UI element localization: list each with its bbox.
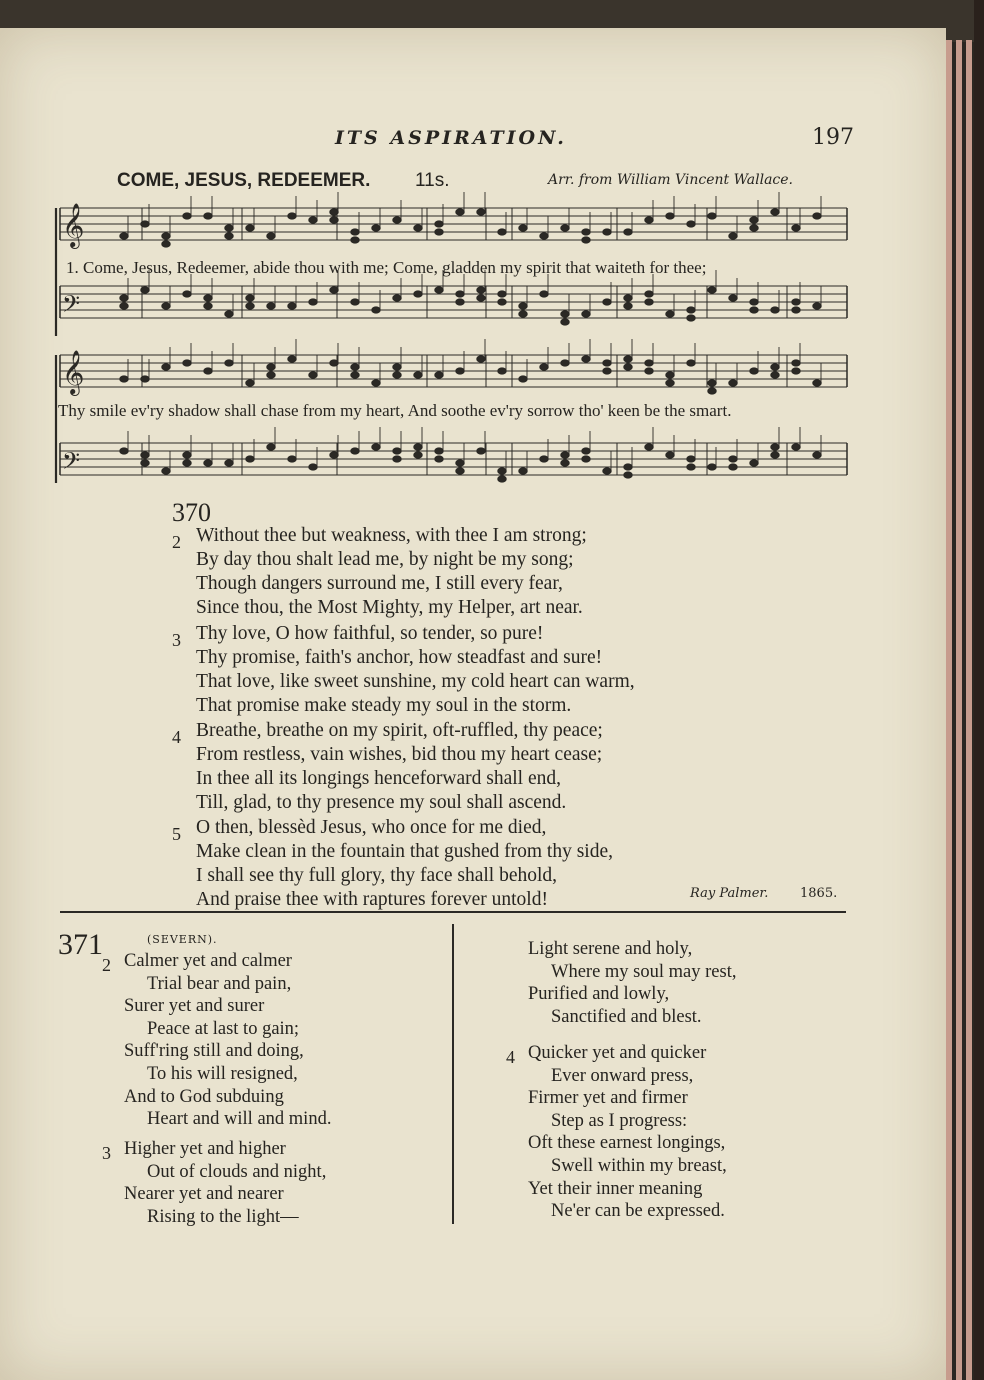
note-head xyxy=(372,380,380,386)
note-head xyxy=(246,456,254,462)
note-head xyxy=(435,229,443,235)
note-head xyxy=(708,388,716,394)
verse-line: Since thou, the Most Mighty, my Helper, art near. xyxy=(196,597,583,618)
note-head xyxy=(330,452,338,458)
verse-line: Till, glad, to thy presence my soul shall ascend. xyxy=(196,792,567,813)
note-head xyxy=(288,356,296,362)
note-head xyxy=(204,368,212,374)
verse-line: Swell within my breast, xyxy=(551,1156,727,1176)
verse-line: That love, like sweet sunshine, my cold heart can warm, xyxy=(196,671,635,692)
note-head xyxy=(141,460,149,466)
note-head xyxy=(561,452,569,458)
note-head xyxy=(792,299,800,305)
note-head xyxy=(162,241,170,247)
note-head xyxy=(393,295,401,301)
note-head xyxy=(267,444,275,450)
note-head xyxy=(750,225,758,231)
note-head xyxy=(561,225,569,231)
note-head xyxy=(687,360,695,366)
page-edge-2 xyxy=(956,40,962,1380)
hymn-number-371: 371 xyxy=(58,928,103,961)
note-head xyxy=(162,303,170,309)
note-head xyxy=(813,213,821,219)
note-head xyxy=(666,380,674,386)
note-head xyxy=(792,444,800,450)
note-head xyxy=(456,209,464,215)
note-head xyxy=(498,476,506,482)
note-head xyxy=(330,287,338,293)
lyric-line-2: Thy smile ev'ry shadow shall chase from my heart, And soothe ev'ry sorrow tho' keen be the smart. xyxy=(58,401,732,420)
note-head xyxy=(183,213,191,219)
note-head xyxy=(267,372,275,378)
note-head xyxy=(771,364,779,370)
note-head xyxy=(435,456,443,462)
note-head xyxy=(372,307,380,313)
verse-number: 5 xyxy=(172,824,181,844)
note-head xyxy=(414,452,422,458)
note-head xyxy=(603,229,611,235)
section-divider xyxy=(60,911,846,913)
note-head xyxy=(141,452,149,458)
note-head xyxy=(351,448,359,454)
note-head xyxy=(288,213,296,219)
note-head xyxy=(792,360,800,366)
note-head xyxy=(729,456,737,462)
verse-line: Calmer yet and calmer xyxy=(124,951,292,971)
note-head xyxy=(645,299,653,305)
verse-line: By day thou shalt lead me, by night be my song; xyxy=(196,549,574,570)
verse-line: Heart and will and mind. xyxy=(147,1109,332,1130)
note-head xyxy=(162,364,170,370)
verse-line: Sanctified and blest. xyxy=(551,1006,702,1027)
note-head xyxy=(225,360,233,366)
note-head xyxy=(708,380,716,386)
note-head xyxy=(540,291,548,297)
verse-line: Make clean in the fountain that gushed from thy side, xyxy=(196,841,613,862)
verse-line: Without thee but weakness, with thee I am strong; xyxy=(196,525,587,546)
verse-number: 2 xyxy=(172,532,181,552)
note-head xyxy=(393,372,401,378)
note-head xyxy=(708,213,716,219)
note-head xyxy=(330,217,338,223)
note-head xyxy=(204,460,212,466)
note-head xyxy=(120,233,128,239)
note-head xyxy=(561,460,569,466)
note-head xyxy=(120,303,128,309)
note-head xyxy=(624,295,632,301)
verse-line: Ever onward press, xyxy=(551,1065,694,1086)
note-head xyxy=(162,468,170,474)
note-head xyxy=(414,444,422,450)
note-head xyxy=(498,291,506,297)
note-head xyxy=(561,311,569,317)
note-head xyxy=(687,307,695,313)
note-head xyxy=(477,448,485,454)
note-head xyxy=(141,376,149,382)
verse-number: 4 xyxy=(506,1047,515,1067)
note-head xyxy=(183,452,191,458)
note-head xyxy=(204,295,212,301)
note-head xyxy=(183,291,191,297)
note-head xyxy=(246,225,254,231)
note-head xyxy=(519,225,527,231)
verse-line: Oft these earnest longings, xyxy=(528,1133,726,1154)
note-head xyxy=(351,299,359,305)
note-head xyxy=(750,307,758,313)
page-edge-1 xyxy=(946,40,952,1380)
note-head xyxy=(750,460,758,466)
note-head xyxy=(288,303,296,309)
music-score xyxy=(52,190,852,490)
tune-meter: 11s. xyxy=(415,170,450,191)
hymn-tune-reference: (SEVERN). xyxy=(147,933,218,946)
note-head xyxy=(813,380,821,386)
verse-line: Breathe, breathe on my spirit, oft-ruffled, thy peace; xyxy=(196,720,603,741)
note-head xyxy=(519,311,527,317)
note-head xyxy=(498,368,506,374)
verse-number: 2 xyxy=(102,955,111,975)
note-head xyxy=(771,444,779,450)
note-head xyxy=(624,464,632,470)
note-head xyxy=(582,448,590,454)
verse-line: I shall see thy full glory, thy face shall behold, xyxy=(196,865,558,886)
verse-line: Though dangers surround me, I still every fear, xyxy=(196,573,563,594)
note-head xyxy=(162,233,170,239)
verse-line: Ne'er can be expressed. xyxy=(551,1201,725,1222)
note-head xyxy=(750,217,758,223)
verse-line: Step as I progress: xyxy=(551,1110,688,1131)
note-head xyxy=(624,356,632,362)
note-head xyxy=(267,233,275,239)
note-head xyxy=(729,380,737,386)
note-head xyxy=(351,364,359,370)
hymn-year: 1865. xyxy=(800,886,838,901)
note-head xyxy=(624,364,632,370)
note-head xyxy=(561,319,569,325)
verse-number: 3 xyxy=(172,630,181,650)
treble-clef-icon: 𝄞 xyxy=(62,350,85,394)
note-head xyxy=(288,456,296,462)
hymn-author: Ray Palmer. xyxy=(690,886,769,901)
tune-name: COME, JESUS, REDEEMER. xyxy=(117,170,371,191)
note-head xyxy=(225,225,233,231)
note-head xyxy=(309,372,317,378)
note-head xyxy=(246,303,254,309)
running-title: ITS ASPIRATION. xyxy=(335,127,567,149)
book-spine-edge xyxy=(974,0,984,1380)
verse-line: Where my soul may rest, xyxy=(551,961,737,982)
note-head xyxy=(540,233,548,239)
note-head xyxy=(414,225,422,231)
verse-line: Trial bear and pain, xyxy=(147,973,292,994)
verse-line: Surer yet and surer xyxy=(124,996,265,1017)
note-head xyxy=(582,356,590,362)
note-head xyxy=(708,464,716,470)
note-head xyxy=(456,460,464,466)
note-head xyxy=(330,209,338,215)
note-head xyxy=(687,464,695,470)
note-head xyxy=(204,303,212,309)
note-head xyxy=(372,225,380,231)
note-head xyxy=(561,360,569,366)
verse-line: Yet their inner meaning xyxy=(528,1178,703,1199)
note-head xyxy=(456,468,464,474)
note-head xyxy=(813,303,821,309)
verse-line: Firmer yet and firmer xyxy=(528,1088,688,1109)
note-head xyxy=(393,456,401,462)
note-head xyxy=(687,221,695,227)
verse-line: In thee all its longings henceforward shall end, xyxy=(196,768,561,789)
note-head xyxy=(183,360,191,366)
note-head xyxy=(666,372,674,378)
note-head xyxy=(645,360,653,366)
note-head xyxy=(456,368,464,374)
note-head xyxy=(225,311,233,317)
note-head xyxy=(813,452,821,458)
note-head xyxy=(435,448,443,454)
note-head xyxy=(309,464,317,470)
note-head xyxy=(645,444,653,450)
note-head xyxy=(624,229,632,235)
verse-line: From restless, vain wishes, bid thou my heart cease; xyxy=(196,744,603,765)
lyric-line-1: 1. Come, Jesus, Redeemer, abide thou with me; Come, gladden my spirit that waiteth for thee; xyxy=(66,258,707,277)
note-head xyxy=(603,368,611,374)
note-head xyxy=(729,295,737,301)
note-head xyxy=(498,299,506,305)
note-head xyxy=(666,213,674,219)
note-head xyxy=(687,456,695,462)
note-head xyxy=(120,448,128,454)
verse-line: Out of clouds and night, xyxy=(147,1161,327,1182)
note-head xyxy=(687,315,695,321)
note-head xyxy=(645,291,653,297)
page-number: 197 xyxy=(812,125,854,150)
note-head xyxy=(477,295,485,301)
note-head xyxy=(120,295,128,301)
note-head xyxy=(330,360,338,366)
note-head xyxy=(414,291,422,297)
note-head xyxy=(141,287,149,293)
verse-line: Quicker yet and quicker xyxy=(528,1043,707,1063)
note-head xyxy=(582,229,590,235)
note-head xyxy=(750,368,758,374)
note-head xyxy=(645,368,653,374)
note-head xyxy=(498,468,506,474)
note-head xyxy=(792,225,800,231)
bass-clef-icon: 𝄢 xyxy=(62,447,81,480)
note-head xyxy=(351,237,359,243)
note-head xyxy=(519,468,527,474)
verse-line: To his will resigned, xyxy=(147,1064,298,1084)
note-head xyxy=(582,237,590,243)
verse-line: Higher yet and higher xyxy=(124,1139,286,1159)
note-head xyxy=(393,448,401,454)
verse-line: Suff'ring still and doing, xyxy=(124,1041,304,1062)
note-head xyxy=(246,380,254,386)
note-head xyxy=(624,472,632,478)
note-head xyxy=(267,303,275,309)
note-head xyxy=(540,456,548,462)
note-head xyxy=(729,233,737,239)
note-head xyxy=(225,460,233,466)
note-head xyxy=(729,464,737,470)
verse-line: And to God subduing xyxy=(124,1086,284,1107)
note-head xyxy=(141,221,149,227)
bass-clef-icon: 𝄢 xyxy=(62,290,81,323)
hymn-number-370: 370 xyxy=(172,498,211,527)
verse-number: 4 xyxy=(172,727,181,747)
verse-line: Purified and lowly, xyxy=(528,984,670,1005)
note-head xyxy=(582,456,590,462)
note-head xyxy=(582,311,590,317)
note-head xyxy=(624,303,632,309)
note-head xyxy=(435,372,443,378)
note-head xyxy=(708,287,716,293)
note-head xyxy=(435,287,443,293)
note-head xyxy=(645,217,653,223)
note-head xyxy=(771,372,779,378)
note-head xyxy=(183,460,191,466)
verse-line: Peace at last to gain; xyxy=(147,1018,300,1039)
note-head xyxy=(771,452,779,458)
note-head xyxy=(351,372,359,378)
tune-arranger: Arr. from William Vincent Wallace. xyxy=(548,172,793,188)
note-head xyxy=(519,303,527,309)
note-head xyxy=(771,209,779,215)
verse-line: O then, blessèd Jesus, who once for me died, xyxy=(196,817,547,838)
verse-line: Nearer yet and nearer xyxy=(124,1184,284,1205)
note-head xyxy=(351,229,359,235)
note-head xyxy=(477,356,485,362)
note-head xyxy=(792,368,800,374)
note-head xyxy=(771,307,779,313)
treble-clef-icon: 𝄞 xyxy=(62,203,85,247)
verse-line: Light serene and holy, xyxy=(528,939,693,959)
verse-number: 3 xyxy=(102,1143,111,1163)
note-head xyxy=(435,221,443,227)
note-head xyxy=(792,307,800,313)
note-head xyxy=(120,376,128,382)
page-edge-3 xyxy=(966,40,972,1380)
note-head xyxy=(540,364,548,370)
note-head xyxy=(666,452,674,458)
note-head xyxy=(477,209,485,215)
note-head xyxy=(393,217,401,223)
note-head xyxy=(246,295,254,301)
note-head xyxy=(498,229,506,235)
note-head xyxy=(309,217,317,223)
note-head xyxy=(519,376,527,382)
note-head xyxy=(603,468,611,474)
note-head xyxy=(372,444,380,450)
column-divider xyxy=(452,924,454,1224)
note-head xyxy=(414,372,422,378)
verse-line: That promise make steady my soul in the storm. xyxy=(196,695,572,716)
note-head xyxy=(456,299,464,305)
note-head xyxy=(666,311,674,317)
note-head xyxy=(750,299,758,305)
note-head xyxy=(603,360,611,366)
note-head xyxy=(477,287,485,293)
note-head xyxy=(603,299,611,305)
verse-line: Thy love, O how faithful, so tender, so pure! xyxy=(196,623,544,644)
note-head xyxy=(225,233,233,239)
verse-line: Rising to the light— xyxy=(147,1206,299,1227)
note-head xyxy=(393,364,401,370)
verse-line: And praise thee with raptures forever untold! xyxy=(196,889,548,910)
note-head xyxy=(456,291,464,297)
verse-line: Thy promise, faith's anchor, how steadfast and sure! xyxy=(196,647,603,668)
note-head xyxy=(267,364,275,370)
note-head xyxy=(309,299,317,305)
note-head xyxy=(204,213,212,219)
